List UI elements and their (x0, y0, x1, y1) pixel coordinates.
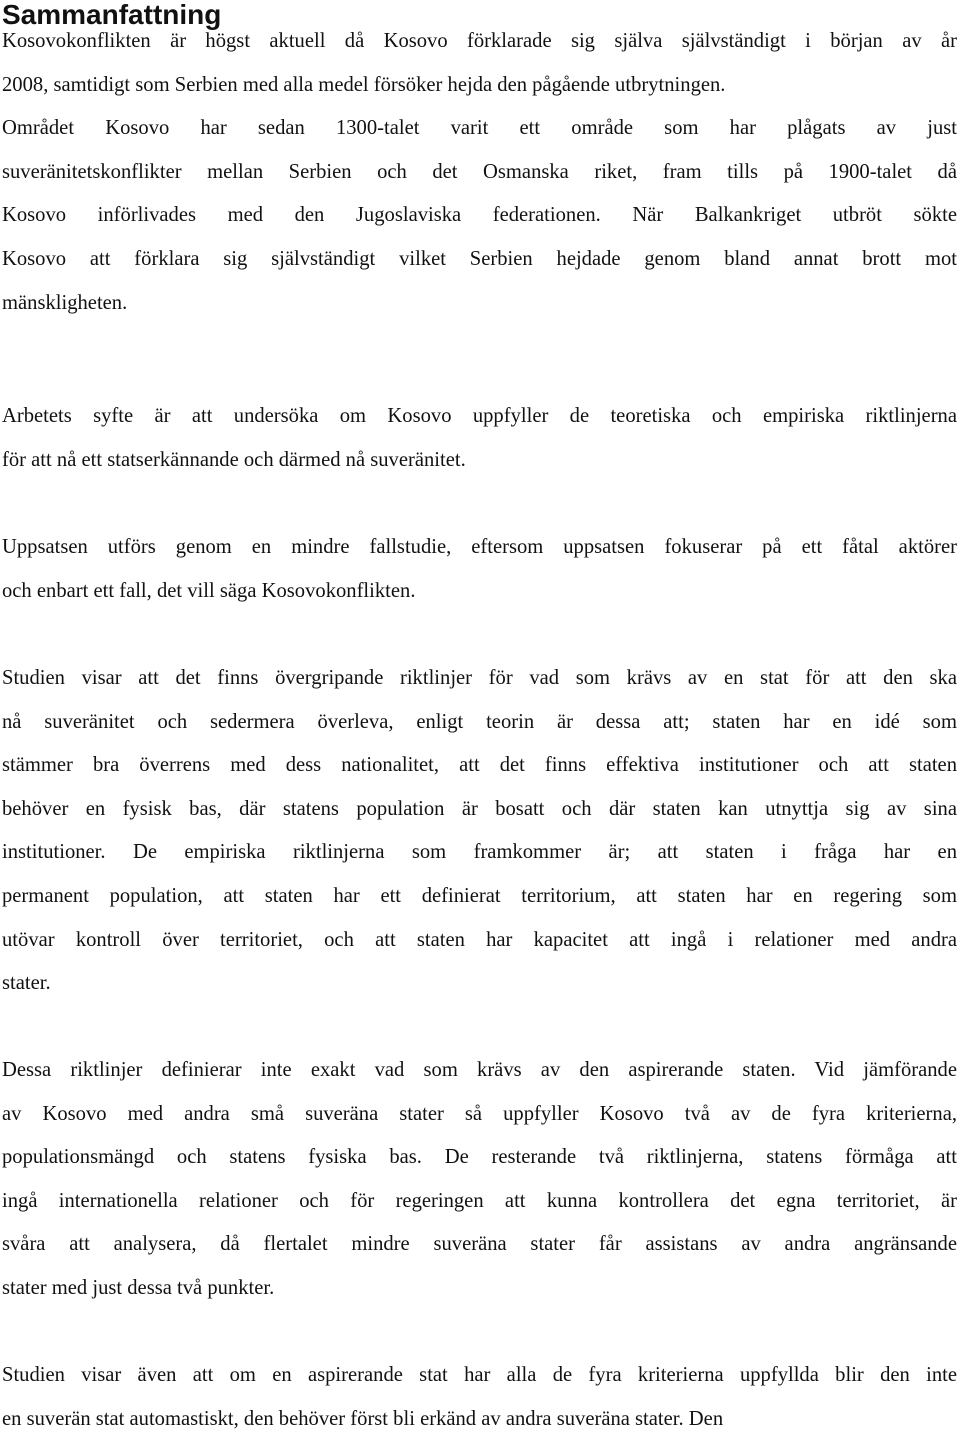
page-title: Sammanfattning (2, 0, 222, 30)
text-line: Studien visar att det finns övergripande riktlinjer för vad som krävs av en stat för att den ska (2, 667, 957, 689)
text-line: Arbetets syfte är att undersöka om Kosovo uppfyller de teoretiska och empiriska riktlinjerna (2, 405, 957, 427)
paragraph-findings (2, 657, 957, 1006)
text-line: Kosovo att förklara sig självständigt vilket Serbien hejdade genom bland annat brott mot (2, 247, 957, 270)
text-line: Uppsatsen utförs genom en mindre fallstudie, eftersom uppsatsen fokuserar på ett fåtal aktörer (2, 536, 957, 558)
text-line: Kosovokonflikten är högst aktuell då Kosovo förklarade sig själva självständigt i början av år (2, 30, 957, 52)
text-line: en suverän stat automastiskt, den behöver först bli erkänd av andra suveräna stater. Den (2, 1407, 724, 1430)
text-line: Området Kosovo har sedan 1300-talet varit ett område som har plågats av just (2, 117, 957, 140)
text-line: 2008, samtidigt som Serbien med alla medel försöker hejda den pågående utbrytningen. (2, 73, 726, 96)
text-line: permanent population, att staten har ett definierat territorium, att staten har en regering som (2, 884, 957, 907)
text-line: Studien visar även att om en aspirerande stat har alla de fyra kriterierna uppfyllda blir den inte (2, 1364, 957, 1386)
text-line: populationsmängd och statens fysiska bas. De resterande två riktlinjerna, statens förmåga att (2, 1146, 957, 1169)
text-line: nå suveränitet och sedermera överleva, enligt teorin är dessa att; staten har en idé som (2, 710, 957, 733)
text-line: och enbart ett fall, det vill säga Kosovokonflikten. (2, 579, 416, 602)
text-line: suveränitetskonflikter mellan Serbien och det Osmanska riket, fram tills på 1900-talet då (2, 160, 957, 183)
text-line: Kosovo införlivades med den Jugoslaviska federationen. När Balkankriget utbröt sökte (2, 204, 957, 227)
paragraph-background (2, 20, 957, 325)
text-line: Dessa riktlinjer definierar inte exakt vad som krävs av den aspirerande staten. Vid jämförande (2, 1059, 957, 1081)
paragraph-comparison (2, 1049, 957, 1311)
text-line: av Kosovo med andra små suveräna stater så uppfyller Kosovo två av de fyra kriterierna, (2, 1102, 957, 1125)
text-line: stater. (2, 972, 51, 995)
text-line: för att nå ett statserkännande och därmed nå suveränitet. (2, 448, 466, 471)
paragraph-method (2, 526, 957, 613)
text-line: stämmer bra överrens med dess nationalitet, att det finns effektiva institutioner och att staten (2, 754, 957, 777)
text-line: utövar kontroll över territoriet, och att staten har kapacitet att ingå i relationer med andra (2, 928, 957, 951)
paragraph-purpose (2, 395, 957, 482)
text-line: institutioner. De empiriska riktlinjerna som framkommer är; att staten i fråga har en (2, 841, 957, 864)
text-line: ingå internationella relationer och för regeringen att kunna kontrollera det egna territoriet, är (2, 1189, 957, 1212)
text-line: stater med just dessa två punkter. (2, 1276, 275, 1299)
text-line: behöver en fysisk bas, där statens population är bosatt och där staten kan utnyttja sig av sina (2, 797, 957, 820)
text-line: mänskligheten. (2, 291, 128, 314)
paragraph-conclusion (2, 1354, 957, 1441)
text-line: svåra att analysera, då flertalet mindre suveräna stater får assistans av andra angränsande (2, 1233, 957, 1256)
